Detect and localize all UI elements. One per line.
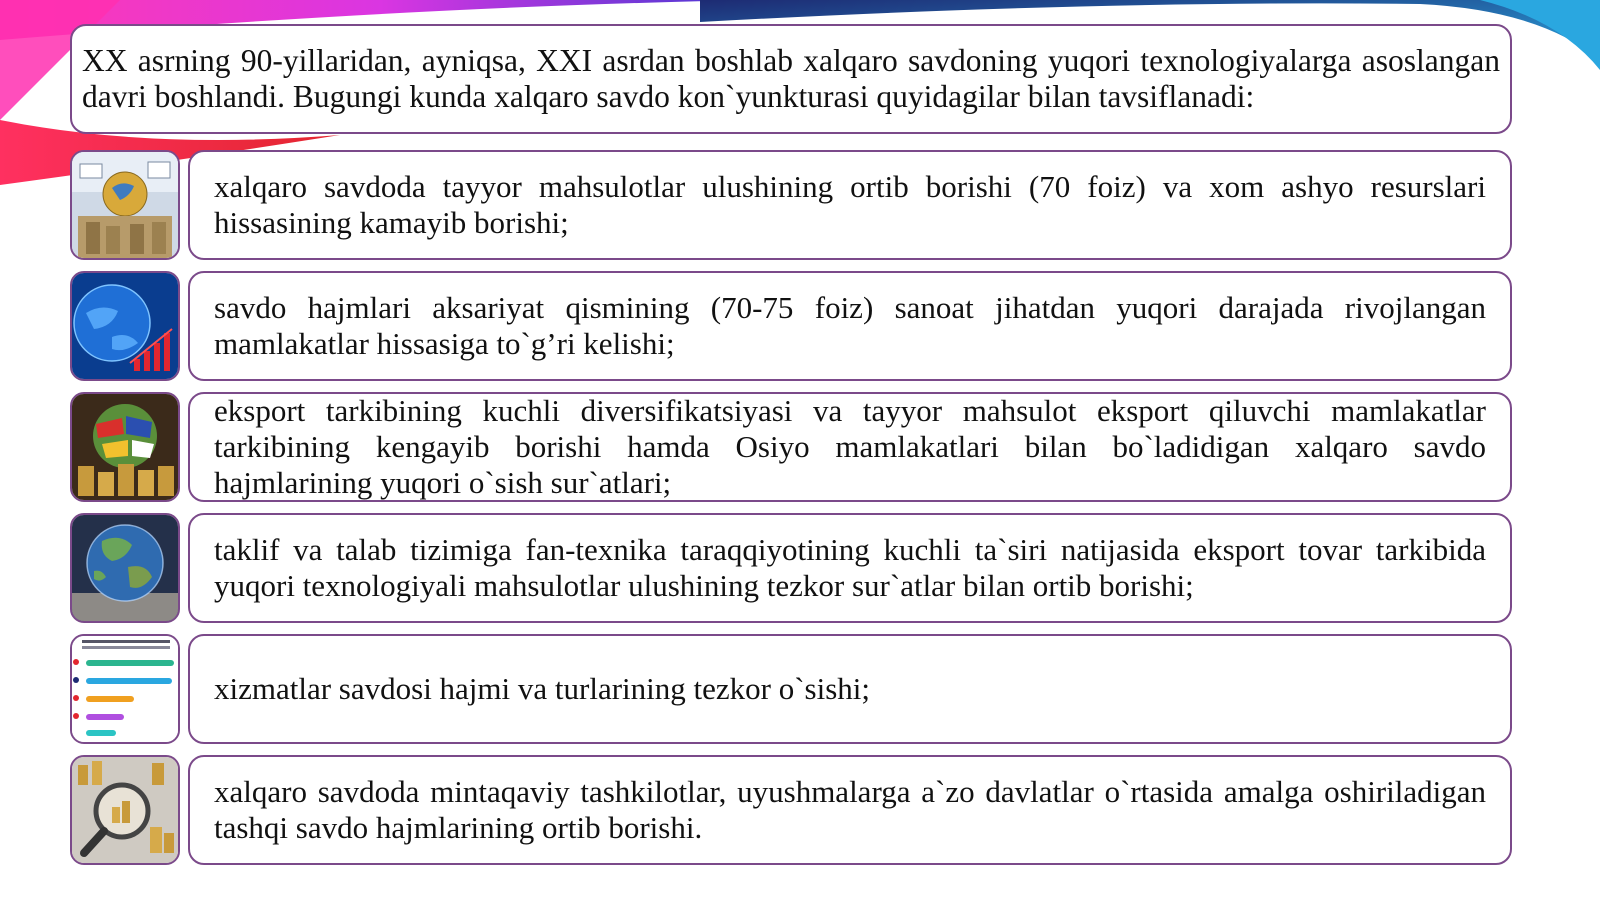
item-2-text: savdo hajmlari aksariyat qismining (70-75 foiz) sanoat jihatdan yuqori darajada rivojlangan mamlakatlar hissasiga to`g’ri kelishi; bbox=[214, 290, 1486, 361]
item-4-box bbox=[188, 513, 1512, 623]
item-6-text: xalqaro savdoda mintaqaviy tashkilotlar, uyushmalarga a`zo davlatlar o`rtasida amalga oshiriladigan tashqi savdo hajmlarining ortib borishi. bbox=[214, 774, 1486, 845]
intro-text: XX asrning 90-yillaridan, ayniqsa, XXI asrdan boshlab xalqaro savdoning yuqori texnologiyalarga asoslangan davri boshlandi. Bugungi kunda xalqaro savdo kon`yunkturasi quyidagilar bilan tavsiflanadi: bbox=[82, 43, 1500, 114]
item-1-text: xalqaro savdoda tayyor mahsulotlar ulushining ortib borishi (70 foiz) va xom ashyo resurslari hissasining kamayib borishi; bbox=[214, 169, 1486, 240]
flag-globe-coin-stacks-icon bbox=[70, 392, 180, 502]
item-5-box bbox=[188, 634, 1512, 744]
item-5-text: xizmatlar savdosi hajmi va turlarining tezkor o`sishi; bbox=[214, 671, 871, 706]
item-3-text: eksport tarkibining kuchli diversifikatsiyasi va tayyor mahsulot eksport qiluvchi mamlakatlar tarkibining kengayib borishi hamda Osiyo mamlakatlari bilan bo`ladidigan xalqaro savdo hajmlarining yuqori o`sish sur`atlari; bbox=[214, 393, 1486, 500]
intro-text-box bbox=[70, 24, 1512, 134]
item-6-box bbox=[188, 755, 1512, 865]
magnifier-coins-icon bbox=[70, 755, 180, 865]
earth-globe-icon bbox=[70, 513, 180, 623]
digital-globe-growth-chart-icon bbox=[70, 271, 180, 381]
item-3-box bbox=[188, 392, 1512, 502]
globe-money-collage-icon bbox=[70, 150, 180, 260]
item-1-box bbox=[188, 150, 1512, 260]
item-2-box bbox=[188, 271, 1512, 381]
horizontal-bar-chart-icon bbox=[70, 634, 180, 744]
item-4-text: taklif va talab tizimiga fan-texnika taraqqiyotining kuchli ta`siri natijasida eksport tovar tarkibida yuqori texnologiyali mahsulotlar ulushining tezkor sur`atlar bilan ortib borishi; bbox=[214, 532, 1486, 603]
